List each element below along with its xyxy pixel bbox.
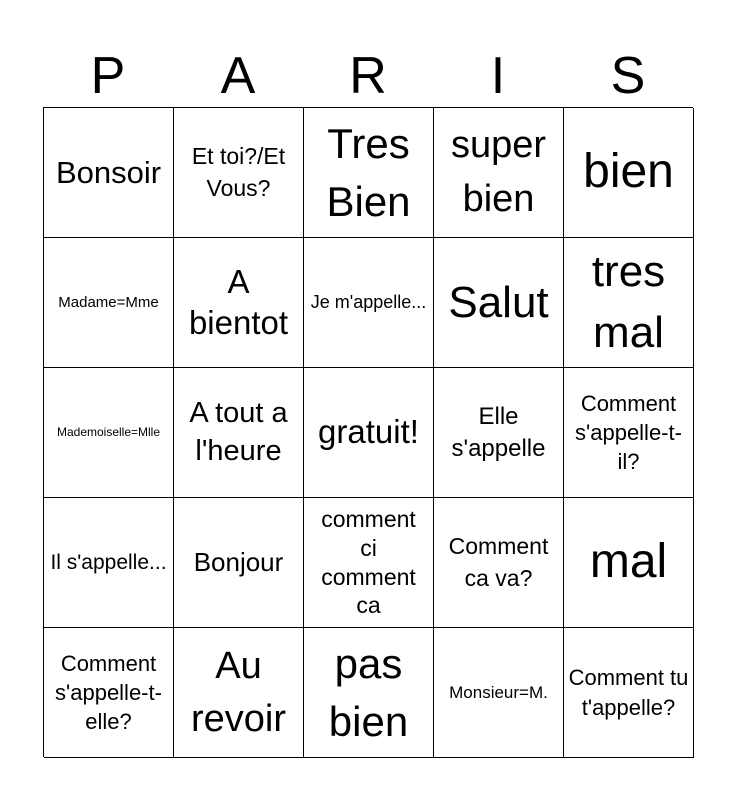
cell-text: tres mal — [591, 246, 666, 357]
bingo-cell[interactable] — [304, 368, 434, 498]
bingo-cell[interactable] — [44, 238, 174, 368]
cell-text: Il s'appelle... — [50, 550, 167, 574]
header-letter-p: P — [90, 47, 126, 105]
cell-text: Je m'appelle... — [310, 292, 427, 313]
bingo-cell[interactable] — [174, 498, 304, 628]
bingo-cell[interactable] — [304, 238, 434, 368]
cell-text: Comment s'appelle-t-elle? — [55, 650, 162, 735]
bingo-cell[interactable] — [564, 108, 694, 238]
cell-text: Elle s'appelle — [451, 403, 546, 462]
bingo-cell[interactable] — [564, 628, 694, 758]
bingo-cell[interactable] — [44, 108, 174, 238]
cell-text: gratuit! — [318, 413, 419, 451]
bingo-cell[interactable] — [174, 628, 304, 758]
cell-text: Comment s'appelle-t-il? — [575, 390, 682, 475]
cell-text: Comment ca va? — [448, 533, 549, 591]
cell-text: pas bien — [328, 639, 409, 745]
header-letter-i: I — [490, 47, 506, 105]
cell-text: Bonjour — [193, 547, 284, 578]
cell-text: Au revoir — [190, 645, 287, 740]
cell-text: Bonsoir — [55, 154, 162, 190]
cell-text: bien — [583, 145, 674, 199]
bingo-cell[interactable] — [304, 628, 434, 758]
bingo-cell[interactable] — [174, 238, 304, 368]
bingo-cell[interactable] — [434, 108, 564, 238]
header-letter-a: A — [220, 47, 256, 105]
cell-text: super bien — [450, 123, 547, 220]
bingo-cell[interactable] — [304, 498, 434, 628]
bingo-board — [43, 107, 693, 757]
bingo-cell[interactable] — [304, 108, 434, 238]
header-letter-s: S — [610, 47, 646, 105]
bingo-cell[interactable] — [174, 368, 304, 498]
cell-text: Et toi?/Et Vous? — [191, 143, 286, 201]
bingo-cell[interactable] — [434, 498, 564, 628]
bingo-cell[interactable] — [564, 368, 694, 498]
cell-text: Mademoiselle=Mlle — [56, 424, 161, 439]
cell-text: mal — [589, 535, 668, 589]
cell-text: Comment tu t'appelle? — [568, 665, 689, 720]
bingo-cell[interactable] — [564, 498, 694, 628]
bingo-cell[interactable] — [174, 108, 304, 238]
bingo-header — [43, 44, 693, 108]
bingo-cell[interactable] — [44, 368, 174, 498]
bingo-cell[interactable] — [434, 238, 564, 368]
header-letter-r: R — [349, 47, 387, 105]
cell-text: Tres Bien — [326, 119, 411, 225]
cell-text: comment ci comment ca — [321, 506, 416, 619]
cell-text: Salut — [448, 277, 549, 327]
cell-text: Monsieur=M. — [449, 682, 548, 702]
cell-text: Madame=Mme — [58, 293, 159, 311]
bingo-cell[interactable] — [44, 498, 174, 628]
cell-text: A bientot — [188, 262, 289, 341]
bingo-cell[interactable] — [434, 628, 564, 758]
bingo-cell[interactable] — [434, 368, 564, 498]
bingo-cell[interactable] — [564, 238, 694, 368]
bingo-cell[interactable] — [44, 628, 174, 758]
cell-text: A tout a l'heure — [189, 396, 288, 467]
